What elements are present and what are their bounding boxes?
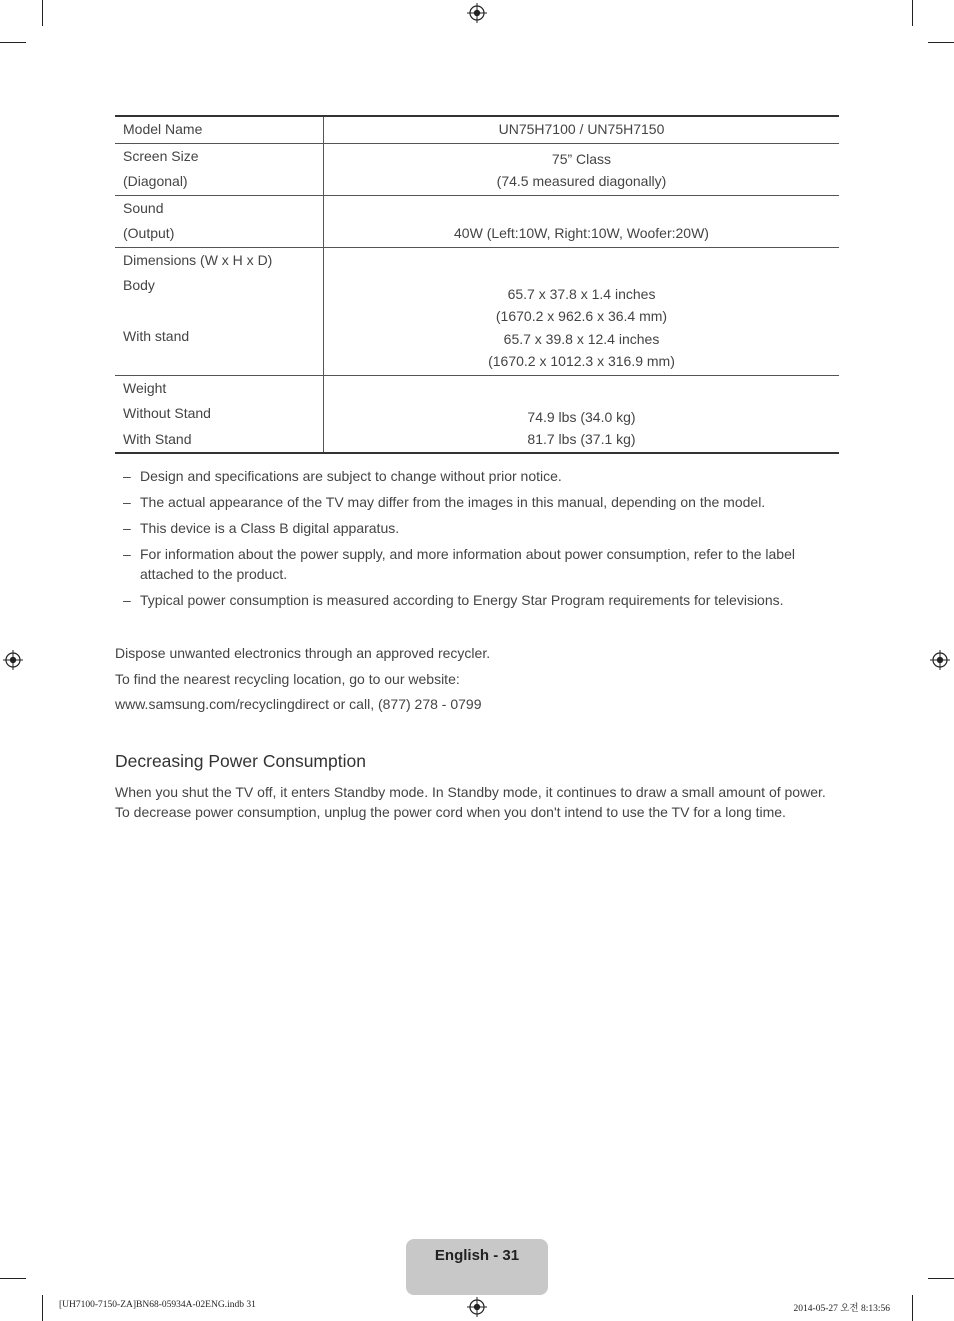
note-text: The actual appearance of the TV may differ from the images in this manual, depending on the model. — [140, 494, 766, 510]
table-row — [115, 116, 839, 143]
weight-value-cell — [324, 375, 840, 453]
recycling-line: To find the nearest recycling location, go to our website: — [115, 670, 460, 687]
sound-value: 40W (Left:10W, Right:10W, Woofer:20W) — [454, 225, 709, 241]
screen-size-label-cell — [115, 143, 324, 195]
crop-mark-icon — [912, 1295, 913, 1321]
model-name-label: Model Name — [123, 121, 203, 137]
page-number-tab: English - 31 — [406, 1239, 548, 1295]
weight-without-stand-label: Without Stand — [123, 405, 211, 421]
table-row — [115, 143, 839, 195]
sound-value-cell — [324, 195, 840, 247]
section-heading: Decreasing Power Consumption — [115, 751, 366, 771]
section-paragraph: When you shut the TV off, it enters Standby mode. In Standby mode, it continues to draw a small amount of power. To decrease power consumption, unplug the power cord when you don't intend to use the TV for a long time. — [115, 784, 826, 820]
model-name-label-cell — [115, 116, 324, 143]
sound-label: Sound — [123, 199, 164, 216]
crop-mark-icon — [928, 1278, 954, 1279]
dimensions-with-stand-label: With stand — [123, 328, 190, 344]
specifications-table — [115, 115, 839, 454]
screen-size-measured: (74.5 measured diagonally) — [496, 173, 667, 189]
table-row — [115, 247, 839, 375]
table-row — [115, 375, 839, 453]
registration-mark-icon — [467, 1297, 487, 1317]
crop-mark-icon — [0, 1278, 26, 1279]
sound-sublabel: (Output) — [123, 225, 175, 241]
dash-bullet: – — [123, 468, 131, 484]
dimensions-value-cell — [324, 247, 840, 375]
print-slug-file: [UH7100-7150-ZA]BN68-05934A-02ENG.indb 31 — [59, 1300, 256, 1310]
recycling-website-line: www.samsung.com/recyclingdirect or call, (877) 278 - 0799 — [115, 696, 482, 712]
recycling-line: Dispose unwanted electronics through an approved recycler. — [115, 645, 491, 661]
note-text: For information about the power supply, and more information about power consumption, refer to the label attached to the product. — [140, 546, 795, 582]
model-name-value: UN75H7100 / UN75H7150 — [498, 121, 665, 137]
crop-mark-icon — [42, 0, 43, 26]
screen-size-label: Screen Size — [123, 147, 199, 164]
list-item — [115, 590, 839, 610]
weight-with-stand-label: With Stand — [123, 430, 192, 447]
screen-size-value: 75” Class — [551, 150, 612, 167]
weight-label: Weight — [123, 379, 167, 396]
print-slug-timestamp: 2014-05-27 오전 8:13:56 — [793, 1304, 890, 1314]
note-text: Design and specifications are subject to change without prior notice. — [140, 468, 562, 484]
list-item — [115, 466, 839, 486]
dimensions-label: Dimensions (W x H x D) — [123, 251, 273, 268]
list-item — [115, 518, 839, 538]
dash-bullet: – — [123, 520, 131, 536]
dimensions-spacer — [123, 299, 323, 325]
list-item — [115, 544, 839, 584]
registration-mark-icon — [3, 650, 23, 670]
screen-size-sublabel: (Diagonal) — [123, 173, 188, 189]
dimensions-label-cell — [115, 247, 324, 375]
dimensions-stand-inches: 65.7 x 39.8 x 12.4 inches — [503, 330, 660, 347]
model-name-value-cell — [324, 116, 840, 143]
weight-without-stand-value: 74.9 lbs (34.0 kg) — [527, 408, 636, 425]
note-text: This device is a Class B digital apparatus. — [140, 520, 400, 536]
list-item — [115, 492, 839, 512]
weight-label-cell — [115, 375, 324, 453]
crop-mark-icon — [42, 1295, 43, 1321]
dimensions-body-label: Body — [123, 277, 155, 293]
weight-with-stand-value: 81.7 lbs (37.1 kg) — [527, 431, 636, 447]
dash-bullet: – — [123, 494, 131, 510]
dimensions-stand-mm: (1670.2 x 1012.3 x 316.9 mm) — [488, 353, 675, 369]
dash-bullet: – — [123, 592, 131, 608]
crop-mark-icon — [928, 42, 954, 43]
table-row — [115, 195, 839, 247]
screen-size-value-cell — [324, 143, 840, 195]
registration-mark-icon — [930, 650, 950, 670]
dimensions-body-inches: 65.7 x 37.8 x 1.4 inches — [507, 285, 656, 302]
crop-mark-icon — [912, 0, 913, 26]
crop-mark-icon — [0, 42, 26, 43]
sound-label-cell — [115, 195, 324, 247]
dash-bullet: – — [123, 546, 131, 562]
recycling-info — [115, 641, 490, 718]
note-text: Typical power consumption is measured according to Energy Star Program requirements for televisions. — [140, 592, 784, 608]
registration-mark-icon — [467, 3, 487, 23]
notes-list — [115, 466, 839, 616]
dimensions-body-mm: (1670.2 x 962.6 x 36.4 mm) — [495, 308, 668, 324]
